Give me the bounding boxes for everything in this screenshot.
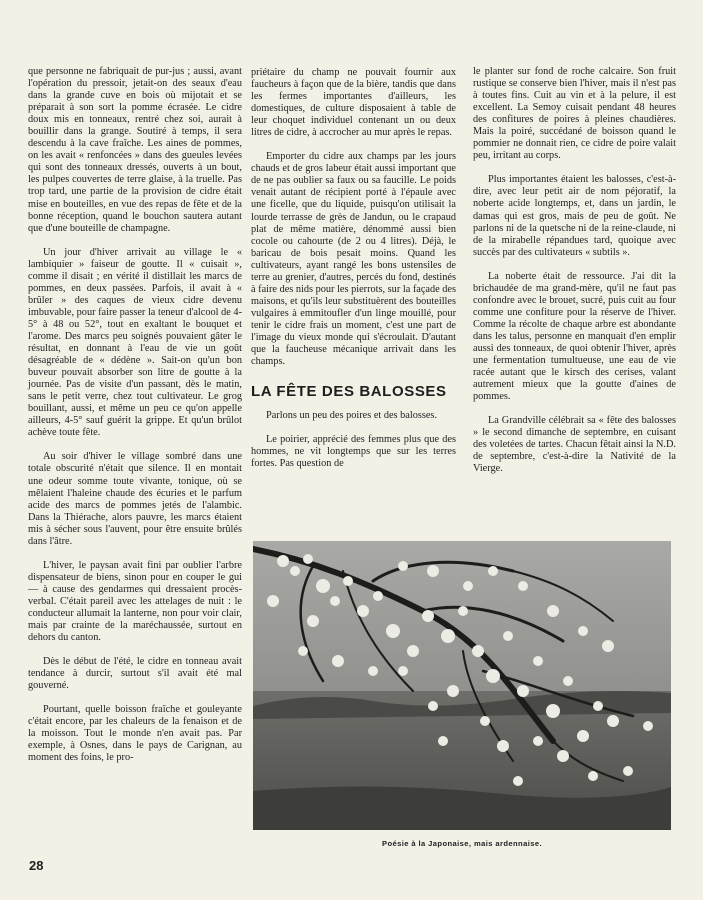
text-column-1 [28,66,242,776]
paragraph: Plus importantes étaient les balosses, c'est-à-dire, avec leur petit air de nom péjoratif, la noberte acide longtemps, et, dans un jardin, le damas qui est gros, mais de peu de goût. Ne parlons ni de la quetsche ni de la reine-claude, ni de la mirabelle répandues tard, quoique avec succès par des cultivateurs « subtils ». [473,174,676,258]
paragraph: Dès le début de l'été, le cidre en tonneau avait tendance à durcir, surtout s'il avait été mal gouverné. [28,656,242,692]
paragraph: priétaire du champ ne pouvait fournir aux faucheurs à façon que de la bière, tandis que dans les fermes importantes d'ailleurs, les domestiques, de culture disposaient à table de leur choquet individuel contenant un ou deux litres de cidre, à accrocher au mur après le repas. [251,67,456,139]
blossom-photo-illustration [253,541,671,830]
paragraph: Un jour d'hiver arrivait au village le « lambiquier » faiseur de goutte. Il « cuisait », comme il disait ; en vérité il distillait les marcs de pommes, en deux passées. Parfois, il avait à « brûler » des caques de vieux cidre devenu imbuvable, pour faire passer la teneur d'alcool de 4-5° à 48 ou 52°, tout en exaltant le bouquet et l'arome. Des marcs peu soignés pouvaient gâter le résultat, en donnant à l'eau de vie un goût désagréable de « dédène ». Sait-on qu'un bon buveur pouvait absorber son litre de goutte à la journée. Pas de visite d'un passant, dès le matin, sans le petit verre, chez tout cultivateur. Le grog bouillant, aussi, et même un peu ce qu'on appelle ailleurs, 4-5° sauf guérit la grippe. Et qu'un brûlot achève toute fête. [28,246,242,439]
section-heading: LA FÊTE DES BALOSSES [251,383,447,401]
paragraph: La noberte était de ressource. J'ai dit la brichaudée de ma grand-mère, qu'il ne faut pas confondre avec le brouet, sucré, puis cuit au four comme une confiture pour la réserve de l'hiver. Comme la récolte de chaque arbre est abondante dans les talus, personne en manquait d'en emplir aussi des tonneaux, de quoi obtenir l'hiver, après une fermentation tumultueuse, une eau de vie racée autant que le kirsch des cerises, valant autrement mieux que la goutte d'aines de pommes. [473,270,676,403]
paragraph: Le poirier, apprécié des femmes plus que des hommes, ne vit longtemps que sur les terres fortes. Pas question de [251,434,456,470]
paragraph: que personne ne fabriquait de pur-jus ; aussi, avant l'opération du pressoir, jetait-on des seaux d'eau dans la grande cuve en bois où mijotait et se préparait à son sort la pomme écrasée. Le cidre doux mis en tonneaux, rentré chez soi, aurait à bouillir dans la grange. Soutiré à temps, il sera descendu à la cave fraîche. Les aines de pommes, on les avait « renfoncées » dans des gueules levées qui sont des tonneaux dressés, ouverts à un bout, les pulpes couvertes de terre glaise, à la truelle. Pas trop tard, une partie de la provision de cidre était mise en bouteilles, en vue des repas de fête et de la bonne réception, quand le bouchon sautera autant que d'une bouteille de champagne. [28,66,242,234]
page-number: 28 [29,858,44,873]
text-column-2 [251,67,456,482]
text-column-3 [473,66,676,487]
paragraph: Au soir d'hiver le village sombré dans une totale obscurité n'était que silence. Il en montait une odeur somme toute vivante, tonique, où se mêlaient l'haleine chaude des écuries et le parfum acide des marcs de pommes jetés de l'alambic. Dans la Thiérache, alors pauvre, les marcs étaient mis à sécher sous l'auvent, pour être ensuite brûlés dans l'âtre. [28,451,242,547]
blossom-photo [253,541,671,830]
paragraph: le planter sur fond de roche calcaire. Son fruit rustique se conserve bien l'hiver, mais il n'est pas à toutes fins. Cuit au vin et à la pelure, il est excellent. La Semoy cuisait pendant 48 heures des confitures de poires à pleines chaudières. Mais la poiré, succédané de boisson quand le pommier ne donnait rien, ce cidre de poire valait peu, irritant au corps. [473,66,676,162]
paragraph: La Grandville célébrait sa « fête des balosses » le second dimanche de septembre, en cuisant des voletées de tartes. Chacun fêtait ainsi la N.D. de septembre, c'est-à-dire la Nativité de la Vierge. [473,415,676,475]
paragraph: Emporter du cidre aux champs par les jours chauds et de gros labeur était aussi important que de ne pas oublier sa faux ou sa faucille. Le poids venait autant de récipient porté à l'épaule avec une ficelle, que du liquide, puisqu'on utilisait la lourde terrasse de grès de Jandun, ou le crapaud plat de même matière, dénommé aussi bien cocole ou cahourte (de 2 ou 4 litres). Déjà, le baricau de bois pesait moins. Quand les cultivateurs, ayant rangé les bons ustensiles de terre au grenier, d'autres, percés du fond, destinés à faire des nids pour les pierrots, sur la façade des maisons, et qu'ils leur substituèrent des bouteilles vulgaires à emmitoufler d'un linge mouillé, pour tenir le cidre frais un moment, c'est une part de l'image du vieux monde qui s'écroulait. D'autant que la faucheuse mécanique arrivait dans les champs. [251,151,457,368]
paragraph: Parlons un peu des poires et des balosses. [266,410,438,422]
photo-caption: Poésie à la Japonaise, mais ardennaise. [382,839,542,848]
paragraph: Pourtant, quelle boisson fraîche et gouleyante c'était encore, par les chaleurs de la fenaison et de la moisson. Tout le monde n'en avait pas. Par exemple, à Osnes, dans le pays de Carignan, au moment des foins, le pro- [28,704,242,764]
paragraph: L'hiver, le paysan avait fini par oublier l'arbre dispensateur de biens, sinon pour en couper le gui — à cause des gendarmes qui dressaient procès-verbal. C'était pareil avec les attelages de nuit : le conducteur allumait la lanterne, non pour voir clair, mais par crainte de la maréchaussée, surtout en dehors du canton. [28,559,242,644]
